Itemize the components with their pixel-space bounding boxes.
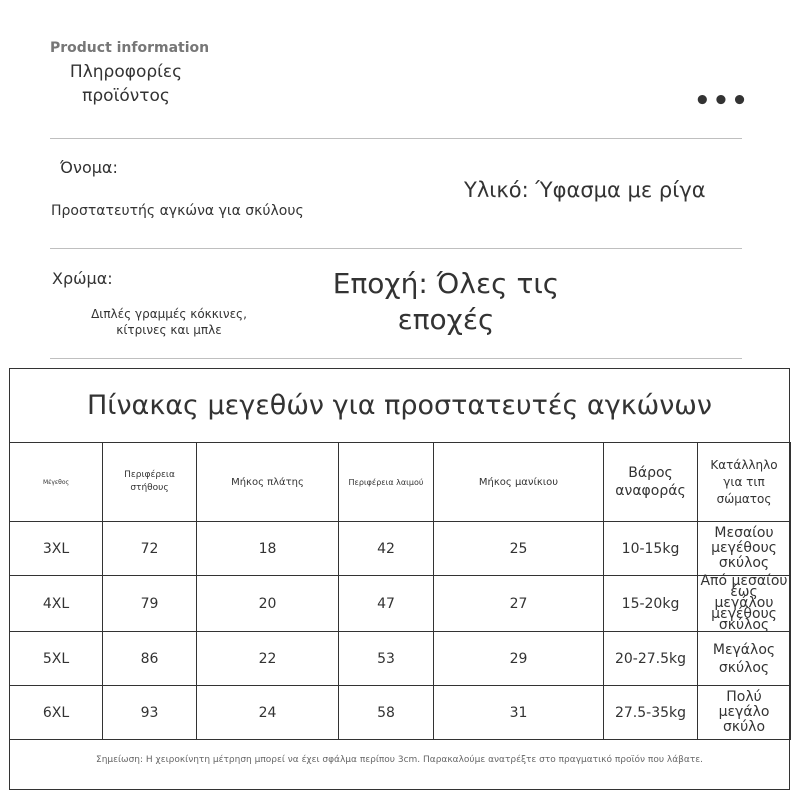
cell-back-length: 24 [197, 686, 339, 740]
cell-neck: 53 [339, 632, 434, 686]
size-table [9, 442, 791, 740]
table-header-row [10, 443, 791, 522]
cell-weight: 27.5-35kg [604, 686, 698, 740]
cell-fit: Μεσαίου μεγέθους σκύλος [698, 522, 791, 576]
cell-size: 5XL [10, 632, 103, 686]
cell-sleeve: 29 [434, 632, 604, 686]
table-row [10, 576, 791, 632]
cell-sleeve: 31 [434, 686, 604, 740]
cell-size: 3XL [10, 522, 103, 576]
name-value: Προστατευτής αγκώνα για σκύλους [51, 203, 304, 219]
cell-fit: Από μεσαίου έως μεγάλου μεγέθους σκύλος [698, 576, 791, 632]
header-back-length: Μήκος πλάτης [197, 443, 339, 522]
season: Εποχή: Όλες τις εποχές [332, 267, 560, 336]
cell-neck: 47 [339, 576, 434, 632]
color-value: Διπλές γραμμές κόκκινες, κίτρινες και μπλε [91, 307, 247, 337]
cell-fit: Μεγάλος σκύλος [698, 632, 791, 686]
cell-back-length: 18 [197, 522, 339, 576]
header-fit: Κατάλληλο για τιπ σώματος [698, 443, 791, 522]
product-info-title-en: Product information [50, 40, 210, 56]
size-note: Σημείωση: Η χειροκίνητη μέτρηση μπορεί να έχει σφάλμα περίπου 3cm. Παρακαλούμε ανατρέξτε στο πραγματικό προϊόν που λάβατε. [96, 755, 703, 765]
table-row [10, 522, 791, 576]
header-chest: Περιφέρεια στήθους [103, 443, 197, 522]
cell-weight: 20-27.5kg [604, 632, 698, 686]
cell-neck: 42 [339, 522, 434, 576]
color-label: Χρώμα: [52, 269, 113, 288]
header-weight: Βάρος αναφοράς [604, 443, 698, 522]
material: Υλικό: Ύφασμα με ρίγα [464, 178, 706, 202]
cell-sleeve: 25 [434, 522, 604, 576]
header-neck: Περιφέρεια λαιμού [339, 443, 434, 522]
cell-weight: 10-15kg [604, 522, 698, 576]
cell-chest: 86 [103, 632, 197, 686]
cell-neck: 58 [339, 686, 434, 740]
divider [50, 248, 742, 249]
product-info-title-gr: Πληροφορίες προϊόντος [69, 62, 183, 106]
header-size: Μέγεθος [10, 443, 103, 522]
cell-chest: 79 [103, 576, 197, 632]
cell-fit: Πολύ μεγάλο σκύλο [698, 686, 791, 740]
size-table-title: Πίνακας μεγεθών για προστατευτές αγκώνων [87, 389, 712, 421]
cell-chest: 93 [103, 686, 197, 740]
divider [50, 358, 742, 359]
cell-weight: 15-20kg [604, 576, 698, 632]
more-horizontal-icon[interactable]: ••• [694, 86, 750, 116]
cell-back-length: 20 [197, 576, 339, 632]
table-row [10, 686, 791, 740]
table-row [10, 632, 791, 686]
cell-size: 6XL [10, 686, 103, 740]
cell-back-length: 22 [197, 632, 339, 686]
cell-size: 4XL [10, 576, 103, 632]
cell-chest: 72 [103, 522, 197, 576]
divider [50, 138, 742, 139]
header-sleeve: Μήκος μανίκιου [434, 443, 604, 522]
cell-sleeve: 27 [434, 576, 604, 632]
name-label: Όνομα: [60, 158, 118, 177]
